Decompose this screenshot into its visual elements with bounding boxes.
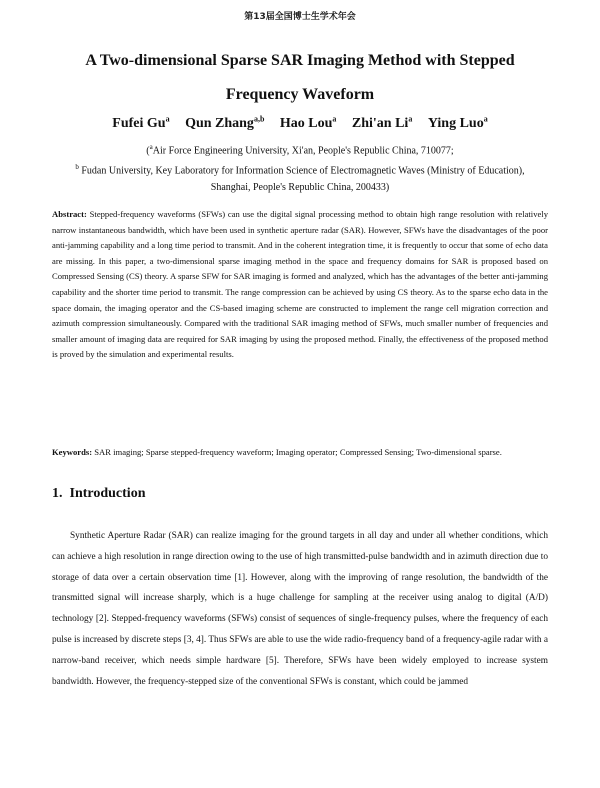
intro-paragraph: Synthetic Aperture Radar (SAR) can realize imaging for the ground targets in all day and under all whether conditions, which can achieve a high resolution in range direction owing to the use of high transmitted-pulse bandwidth and in azimuth direction due to storage of data over a certain observation time [1]. However, along with the improving of range resolution, the bandwidth of the transmitted signal will increase sharply, which is a huge challenge for sampling at the receiver using analog to digital (A/D) technology [2]. Stepped-frequency waveforms (SFWs) consist of sequences of single-frequency pulses, where the frequency of each pulse is increased by discrete steps [3, 4]. Thus SFWs are able to use the wide radio-frequency band of a frequency-agile radar with a narrow-band receiver, which needs simple hardware [5]. Therefore, SFWs have been widely employed to increase system bandwidth. However, the frequency-stepped size of the conventional SFWs is constant, which could be jammed — [52, 531, 548, 687]
abstract — [52, 207, 548, 363]
affiliation-b: $^b$ Fudan University, Key Laboratory for Information Science of Electromagnetic Waves (Ministry of Education), — [75, 163, 525, 177]
author-list — [40, 114, 560, 132]
affiliation-a: ($^a$Air Force Engineering University, Xi'an, People's Republic China, 710077; — [146, 143, 454, 157]
keywords-label: Keywords: — [52, 447, 93, 457]
keywords-text: SAR imaging; Sparse stepped-frequency waveform; Imaging operator; Compressed Sensing; Two-dimensional sparse. — [94, 447, 502, 457]
conference-header: 第13届全国博士生学术年会 — [244, 12, 356, 22]
affiliations — [30, 139, 570, 196]
author: Hao Lou$^a$ — [279, 114, 337, 131]
author: Zhi'an Li$^a$ — [351, 114, 413, 131]
section-heading — [52, 486, 145, 502]
paper-title — [40, 44, 560, 112]
author: Qun Zhang$^{a,b}$ — [185, 114, 265, 131]
affiliation-b-cont: Shanghai, People's Republic China, 200433) — [210, 181, 390, 193]
abstract-label: Abstract: — [52, 209, 87, 219]
section-number: 1. — [52, 486, 63, 501]
title-line-1: A Two-dimensional Sparse SAR Imaging Method with Stepped — [85, 52, 515, 69]
title-line-2: Frequency Waveform — [225, 86, 375, 103]
author: Ying Luo$^a$ — [427, 114, 488, 131]
section-title-text: Introduction — [69, 486, 146, 501]
keywords — [52, 445, 548, 461]
abstract-text: Stepped-frequency waveforms (SFWs) can use the digital signal processing method to obtain high range resolution with relatively narrow instantaneous bandwidth, which have been used in synthetic aperture radar (SAR). However, SFWs have the disadvantages of the poor anti-jamming capability and a long time period to transmit. And in the coherent integration time, it is frequently to occur that some of echo data are missing. In this paper, a two-dimensional sparse imaging method in the space and frequency domains for SAR is proposed based on Compressed Sensing (CS) theory. A sparse SFW for SAR imaging is formed and analyzed, which has the advantages of the better anti-jamming capability and the shorter time period to transmit. The range compression can be achieved by using CS theory. As to the sparse echo data in the space domain, the imaging operator and the CS-based imaging scheme are constructed to implement the range cell migration correction and azimuth compression simultaneously. Compared with the traditional SAR imaging method of SFWs, much smaller number of frequencies and smaller amount of imaging data are required for SAR imaging by using the proposed method. Finally, the effectiveness of the proposed method is proved by the simulation and experimental results. — [52, 209, 548, 360]
author: Fufei Gu$^a$ — [112, 114, 170, 131]
